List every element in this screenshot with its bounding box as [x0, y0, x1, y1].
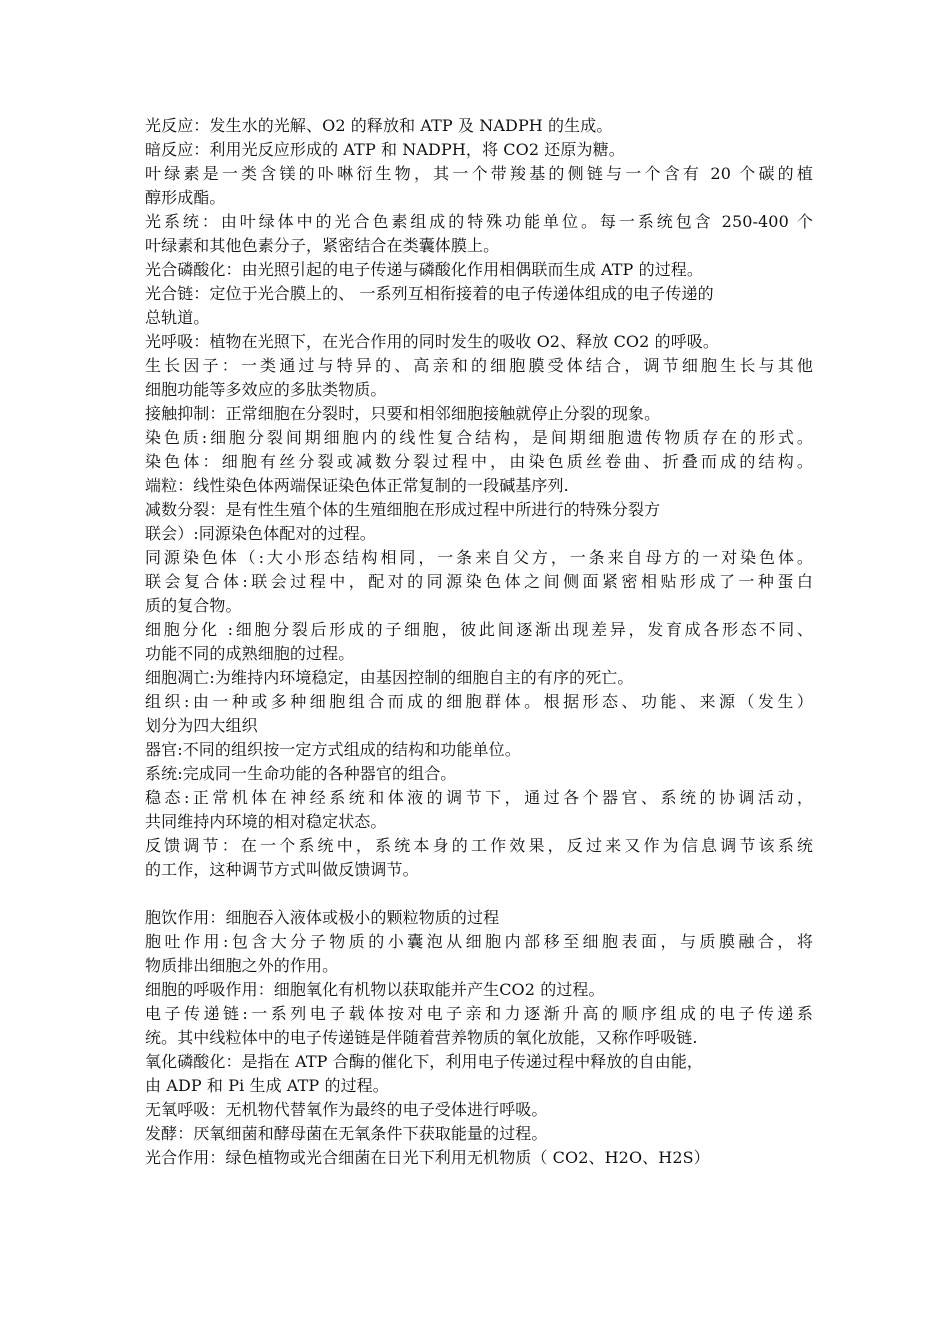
text-line: 细胞功能等多效应的多肽类物质。: [145, 380, 387, 399]
document-page: [145, 114, 813, 1170]
text-line: 系统:完成同一生命功能的各种器官的组合。: [145, 764, 457, 783]
text-line: 功能不同的成熟细胞的过程。: [145, 644, 355, 663]
text-line: 光系统：由叶绿体中的光合色素组成的特殊功能单位。每一系统包含 250-400 个: [145, 212, 813, 231]
text-line: 端粒：线性染色体两端保证染色体正常复制的一段碱基序列.: [145, 476, 569, 495]
text-line: 无氧呼吸：无机物代替氧作为最终的电子受体进行呼吸。: [145, 1100, 548, 1119]
text-line: 同源染色体（:大小形态结构相同，一条来自父方，一条来自母方的一对染色体。: [145, 548, 813, 567]
text-line: 细胞凋亡:为维持内环境稳定，由基因控制的细胞自主的有序的死亡。: [145, 668, 634, 687]
text-line: 质的复合物。: [145, 596, 242, 615]
text-line: 联会复合体:联会过程中，配对的同源染色体之间侧面紧密相贴形成了一种蛋白: [145, 572, 813, 591]
text-line: 胞饮作用：细胞吞入液体或极小的颗粒物质的过程: [145, 908, 500, 927]
text-line: 染色体：细胞有丝分裂或减数分裂过程中，由染色质丝卷曲、折叠而成的结构。: [145, 452, 813, 471]
text-line: 染色质:细胞分裂间期细胞内的线性复合结构，是间期细胞遗传物质存在的形式。: [145, 428, 813, 447]
text-line: 生长因子：一类通过与特异的、高亲和的细胞膜受体结合，调节细胞生长与其他: [145, 356, 813, 375]
text-line: 物质排出细胞之外的作用。: [145, 956, 339, 975]
text-line: 光反应：发生水的光解、O2 的释放和 ATP 及 NADPH 的生成。: [145, 116, 613, 135]
text-line: 器官:不同的组织按一定方式组成的结构和功能单位。: [145, 740, 521, 759]
text-line: 光合链：定位于光合膜上的、 一系列互相衔接着的电子传递体组成的电子传递的: [145, 284, 714, 303]
text-line: 减数分裂：是有性生殖个体的生殖细胞在形成过程中所进行的特殊分裂方: [145, 500, 661, 519]
text-line: 稳态:正常机体在神经系统和体液的调节下，通过各个器官、系统的协调活动，: [145, 788, 813, 807]
text-line: 总轨道。: [145, 308, 210, 327]
text-line: 光合磷酸化：由光照引起的电子传递与磷酸化作用相偶联而生成 ATP 的过程。: [145, 260, 703, 279]
text-line: 醇形成酯。: [145, 188, 226, 207]
text-line: 接触抑制：正常细胞在分裂时，只要和相邻细胞接触就停止分裂的现象。: [145, 404, 661, 423]
text-line: 细胞的呼吸作用：细胞氧化有机物以获取能并产生CO2 的过程。: [145, 980, 605, 999]
text-line: 细胞分化 :细胞分裂后形成的子细胞，彼此间逐渐出现差异，发育成各形态不同、: [145, 620, 813, 639]
blank-line: [145, 882, 813, 906]
text-line: 的工作，这种调节方式叫做反馈调节。: [145, 860, 419, 879]
text-line: 发酵：厌氧细菌和酵母菌在无氧条件下获取能量的过程。: [145, 1124, 548, 1143]
text-line: 胞吐作用:包含大分子物质的小囊泡从细胞内部移至细胞表面，与质膜融合，将: [145, 932, 813, 951]
text-line: 共同维持内环境的相对稳定状态。: [145, 812, 387, 831]
text-line: 联会）:同源染色体配对的过程。: [145, 524, 376, 543]
text-line: 氧化磷酸化：是指在 ATP 合酶的催化下，利用电子传递过程中释放的自由能，: [145, 1052, 703, 1071]
text-line: 统。其中线粒体中的电子传递链是伴随着营养物质的氧化放能，又称作呼吸链.: [145, 1028, 698, 1047]
text-line: 反馈调节：在一个系统中，系统本身的工作效果，反过来又作为信息调节该系统: [145, 836, 813, 855]
text-line: 光呼吸：植物在光照下，在光合作用的同时发生的吸收 O2、释放 CO2 的呼吸。: [145, 332, 719, 351]
text-line: 光合作用：绿色植物或光合细菌在日光下利用无机物质（ CO2、H2O、H2S）: [145, 1148, 710, 1167]
text-line: 叶绿素和其他色素分子，紧密结合在类囊体膜上。: [145, 236, 500, 255]
text-line: 叶绿素是一类含镁的卟啉衍生物，其一个带羧基的侧链与一个含有 20 个碳的植: [145, 164, 813, 183]
text-line: 暗反应：利用光反应形成的 ATP 和 NADPH，将 CO2 还原为糖。: [145, 140, 625, 159]
text-line: 划分为四大组织: [145, 716, 258, 735]
text-line: 电子传递链:一系列电子载体按对电子亲和力逐渐升高的顺序组成的电子传递系: [145, 1004, 813, 1023]
text-line: 组织:由一种或多种细胞组合而成的细胞群体。根据形态、功能、来源（发生）: [145, 692, 813, 711]
text-line: 由 ADP 和 Pi 生成 ATP 的过程。: [145, 1076, 389, 1095]
